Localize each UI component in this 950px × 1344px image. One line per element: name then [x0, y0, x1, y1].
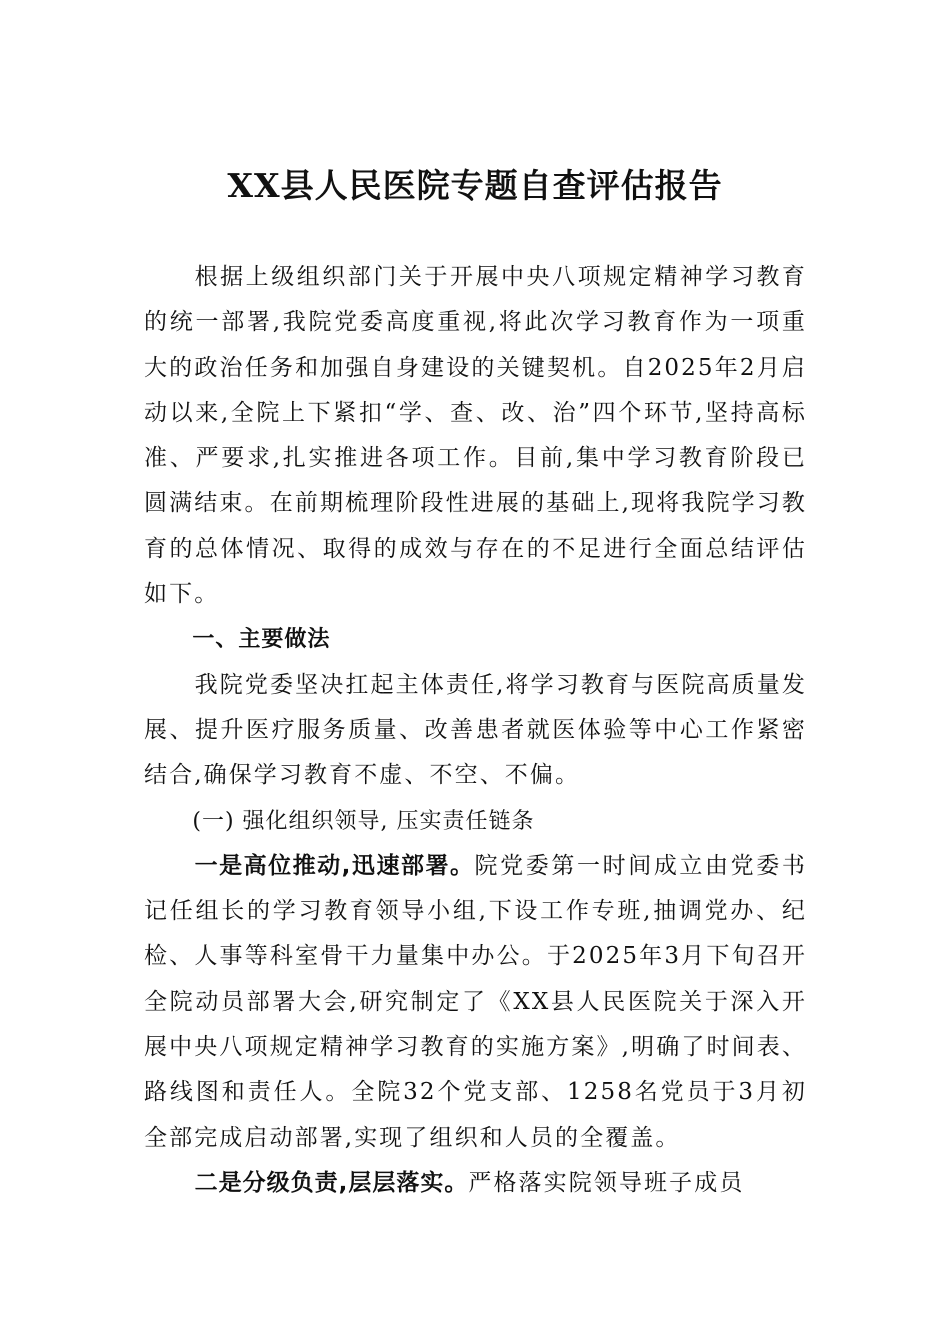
document-title: XX县人民医院专题自查评估报告	[227, 166, 723, 205]
item-text-1: 院党委第一时间成立由党委书记任组长的学习教育领导小组,下设工作专班,抽调党办、纪检、人事等科室骨干力量集中办公。于2025年3月下旬召开全院动员部署大会,研究制定了《XX县人民医院关于深入开展中央八项规定精神学习教育的实施方案》,明确了时间表、路线图和责任人。全院32个党支部、1258名党员于3月初全部完成启动部署,实现了组织和人员的全覆盖。	[144, 852, 807, 1151]
section-intro-paragraph: 我院党委坚决扛起主体责任,将学习教育与医院高质量发展、提升医疗服务质量、改善患者就医体验等中心工作紧密结合,确保学习教育不虚、不空、不偏。	[144, 671, 807, 789]
subsection-heading-organization: (一) 强化组织领导, 压实责任链条	[192, 808, 535, 834]
section-heading-main-practices: 一、主要做法	[192, 627, 331, 653]
item-lead-1: 一是高位推动,迅速部署。	[194, 852, 475, 879]
document-body	[144, 255, 807, 1206]
intro-paragraph: 根据上级组织部门关于开展中央八项规定精神学习教育的统一部署,我院党委高度重视,将此次学习教育作为一项重大的政治任务和加强自身建设的关键契机。自2025年2月启动以来,全院上下紧扣“学、查、改、治”四个环节,坚持高标准、严要求,扎实推进各项工作。目前,集中学习教育阶段已圆满结束。在前期梳理阶段性进展的基础上,现将我院学习教育的总体情况、取得的成效与存在的不足进行全面总结评估如下。	[144, 264, 807, 608]
item-text-2: 严格落实院领导班子成员	[468, 1169, 745, 1196]
item-lead-2: 二是分级负责,层层落实。	[194, 1169, 469, 1196]
item-paragraph-2	[144, 1161, 807, 1206]
item-paragraph-1	[144, 844, 807, 1161]
